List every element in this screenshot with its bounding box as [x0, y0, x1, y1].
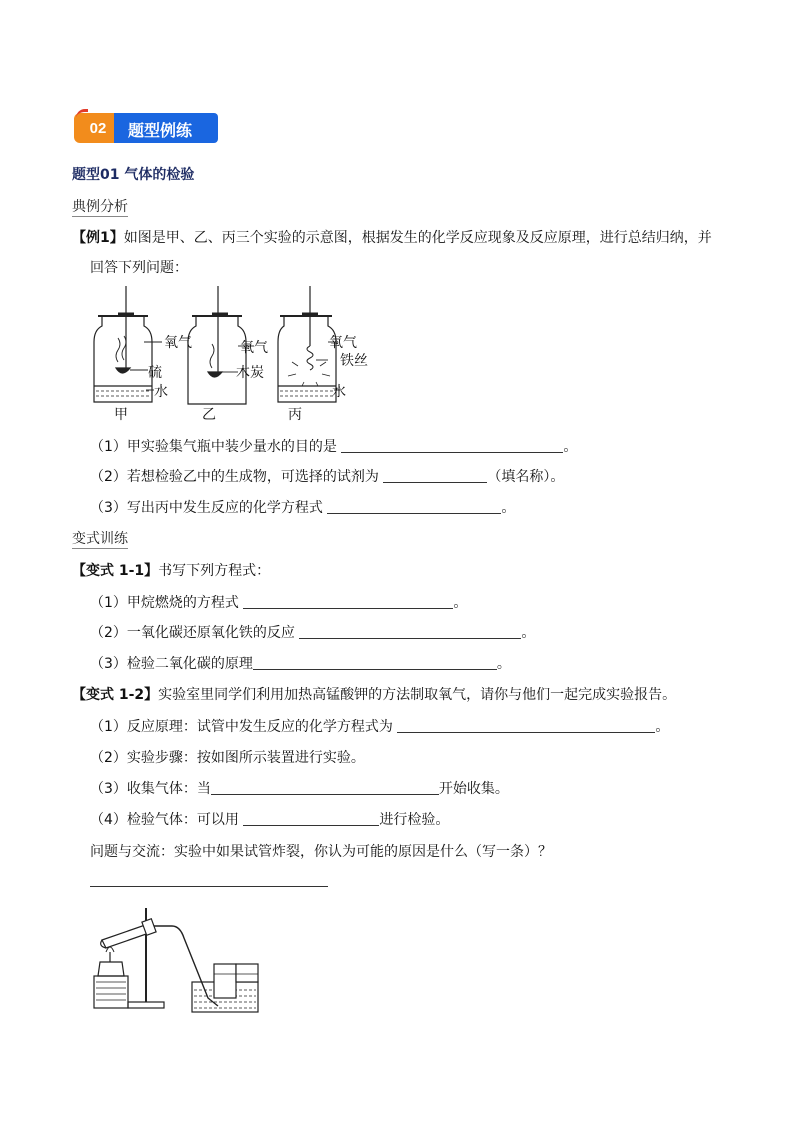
example-question-2: [90, 468, 564, 486]
jar-yi-name: 乙: [202, 407, 216, 423]
jar-bing-name: 丙: [288, 407, 302, 423]
question-tail: 。: [655, 719, 670, 735]
example-tag: 【例1】: [72, 230, 124, 246]
variant1-stem: [72, 562, 270, 580]
variant1-tag: 【变式 1-1】: [72, 563, 159, 579]
question-text: （3）写出丙中发生反应的化学方程式: [90, 500, 323, 516]
question-text: （4）检验气体：可以用: [90, 812, 239, 828]
jar-yi-label-charcoal: 木炭: [236, 365, 264, 381]
topic-heading: 题型01 气体的检验: [72, 167, 195, 183]
answer-blank[interactable]: [327, 499, 501, 514]
variant2-discussion: 问题与交流：实验中如果试管炸裂，你认为可能的原因是什么（写一条）？: [90, 844, 552, 860]
question-tail: （填名称）。: [487, 469, 565, 485]
section-number: 02: [89, 120, 107, 137]
jar-jia-name: 甲: [114, 407, 128, 423]
question-text: （1）反应原理：试管中发生反应的化学方程式为: [90, 719, 393, 735]
example-stem: [72, 229, 712, 247]
jar-jia-label-oxygen: 氧气: [164, 335, 192, 351]
question-tail: 。: [496, 656, 511, 672]
answer-blank[interactable]: [341, 438, 563, 453]
variant1-question-2: [90, 624, 535, 642]
example-label: 典例分析: [72, 196, 128, 217]
question-tail: 。: [521, 625, 536, 641]
variant2-question-2: [90, 749, 365, 767]
jar-jia-label-sulfur: 硫: [148, 365, 162, 381]
answer-blank[interactable]: [397, 718, 655, 733]
question-tail: 。: [563, 439, 578, 455]
variant1-stem-text: 书写下列方程式：: [158, 563, 271, 579]
question-text: （1）甲烷燃烧的方程式: [90, 595, 239, 611]
gas-jar-figure: [88, 286, 378, 426]
question-text: （3）检验二氧化碳的原理: [90, 656, 253, 672]
question-text: （2）实验步骤：按如图所示装置进行实验。: [90, 750, 365, 766]
answer-blank[interactable]: [243, 811, 379, 826]
jar-jia-label-water: 水: [154, 384, 168, 400]
answer-blank[interactable]: [383, 468, 487, 483]
variant1-question-3: [90, 655, 511, 673]
jar-bing-label-water: 水: [332, 384, 346, 400]
variant2-question-3: [90, 780, 509, 798]
oxygen-apparatus-figure: [88, 898, 278, 1016]
variant1-question-1: [90, 594, 467, 612]
question-tail: 进行检验。: [379, 812, 450, 828]
variant2-stem: [72, 686, 676, 704]
question-tail: 。: [501, 500, 516, 516]
jar-bing-label-ironwire: 铁丝: [340, 353, 368, 369]
section-title-box: [114, 113, 218, 143]
variant2-tag: 【变式 1-2】: [72, 687, 159, 703]
question-text: （2）若想检验乙中的生成物，可选择的试剂为: [90, 469, 379, 485]
section-banner: [74, 110, 218, 146]
question-tail: 开始收集。: [438, 781, 509, 797]
section-title: 题型例练: [128, 121, 193, 140]
jar-bing-label-oxygen: 氧气: [329, 335, 357, 351]
jar-yi-label-oxygen: 氧气: [240, 340, 268, 356]
question-text: （2）一氧化碳还原氧化铁的反应: [90, 625, 295, 641]
question-tail: 。: [453, 595, 468, 611]
example-stem-line2: 回答下列问题：: [90, 260, 188, 276]
example-question-1: [90, 438, 577, 456]
variant-label: 变式训练: [72, 528, 128, 549]
answer-blank[interactable]: [253, 655, 497, 670]
variant2-stem-text: 实验室里同学们利用加热高锰酸钾的方法制取氧气，请你与他们一起完成实验报告。: [158, 687, 677, 703]
question-text: （3）收集气体：当: [90, 781, 211, 797]
answer-blank[interactable]: [243, 594, 453, 609]
question-text: （1）甲实验集气瓶中装少量水的目的是: [90, 439, 337, 455]
answer-blank[interactable]: [299, 624, 521, 639]
example-question-3: [90, 499, 515, 517]
variant2-question-1: [90, 718, 669, 736]
jar-jia: [94, 286, 162, 402]
answer-blank[interactable]: [211, 780, 439, 795]
variant2-question-4: [90, 811, 449, 829]
example-stem-line1: 如图是甲、乙、丙三个实验的示意图，根据发生的化学反应现象及反应原理，进行总结归纳，并: [123, 230, 712, 246]
discussion-answer-blank[interactable]: [90, 886, 328, 887]
